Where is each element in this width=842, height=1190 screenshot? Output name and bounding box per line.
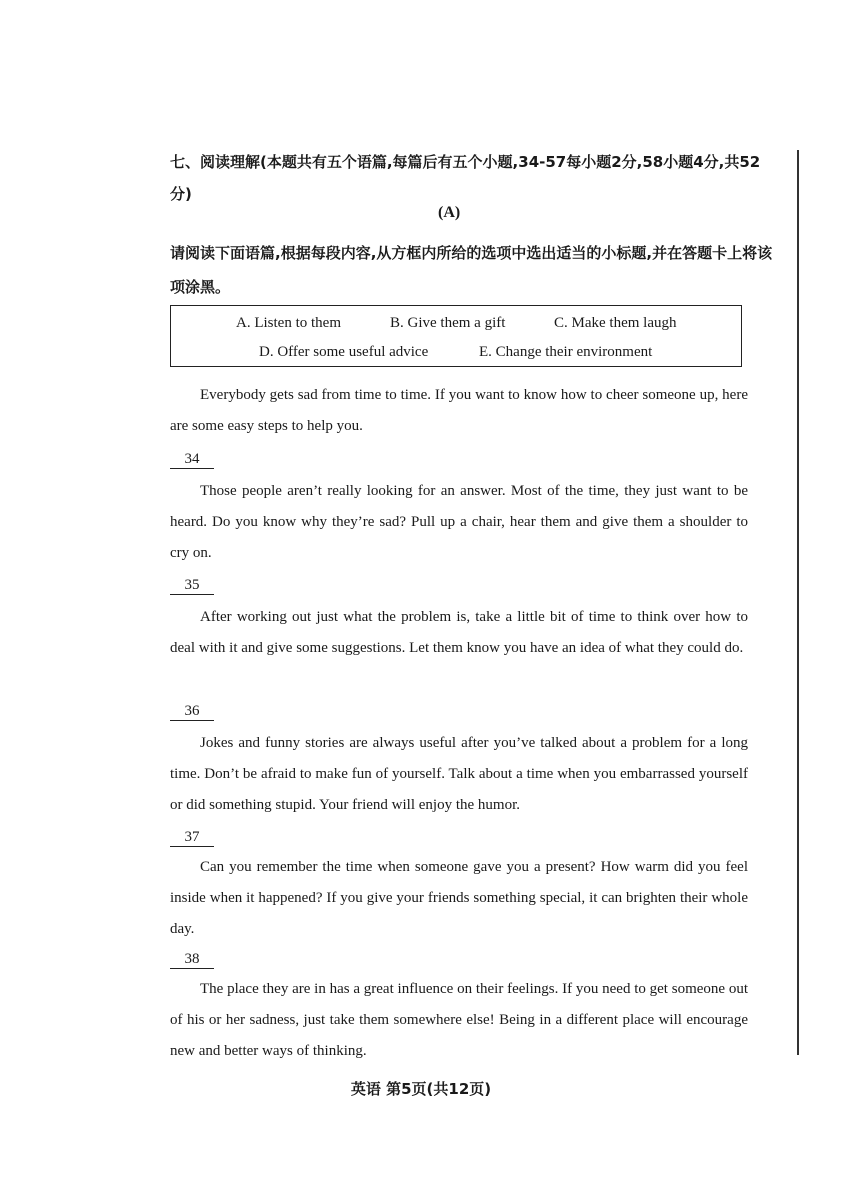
option-a: A. Listen to them [236,315,341,331]
paragraph-34: Those people aren’t really looking for an answer. Most of the time, they just want to be heard. Do you know why they’re sad? Pull up a chair, hear them and give them a shoulder to cry on. [170,483,748,561]
paragraph-38: The place they are in has a great influence on their feelings. If you need to get someone out of his or her sadness, just take them somewhere else! Being in a different place will encourage new and better ways of thinking. [170,981,748,1059]
option-e: E. Change their environment [479,344,653,360]
margin-rule [797,150,799,1055]
paragraph-35: After working out just what the problem is, take a little bit of time to think over how to deal with it and give some suggestions. Let them know you have an idea of what they could do. [170,609,748,656]
paragraph-36: Jokes and funny stories are always useful after you’ve talked about a problem for a long time. Don’t be afraid to make fun of yourself. Talk about a time when you embarrassed yourself or did something stupid. Your friend will enjoy the humor. [170,735,748,813]
option-d: D. Offer some useful advice [259,344,429,360]
paragraph-37: Can you remember the time when someone gave you a present? How warm did you feel inside when it happened? If you give your friends something special, it can brighten their whole day. [170,859,748,937]
page-footer: 英语 第5页(共12页) [350,1080,492,1098]
blank-number-37: 37 [170,828,214,847]
passage-label: (A) [438,204,461,221]
option-c: C. Make them laugh [554,315,677,331]
instructions: 请阅读下面语篇,根据每段内容,从方框内所给的选项中选出适当的小标题,并在答题卡上将该项涂黑。 [170,244,773,296]
section-heading: 七、阅读理解(本题共有五个语篇,每篇后有五个小题,34-57每小题2分,58小题4分,共52分) [170,153,761,203]
blank-number-36: 36 [170,702,214,721]
intro-paragraph: Everybody gets sad from time to time. If you want to know how to cheer someone up, here are some easy steps to help you. [170,387,748,434]
option-b: B. Give them a gift [390,315,506,331]
blank-number-34: 34 [170,450,214,469]
blank-number-35: 35 [170,576,214,595]
blank-number-38: 38 [170,950,214,969]
options-box [170,305,742,367]
